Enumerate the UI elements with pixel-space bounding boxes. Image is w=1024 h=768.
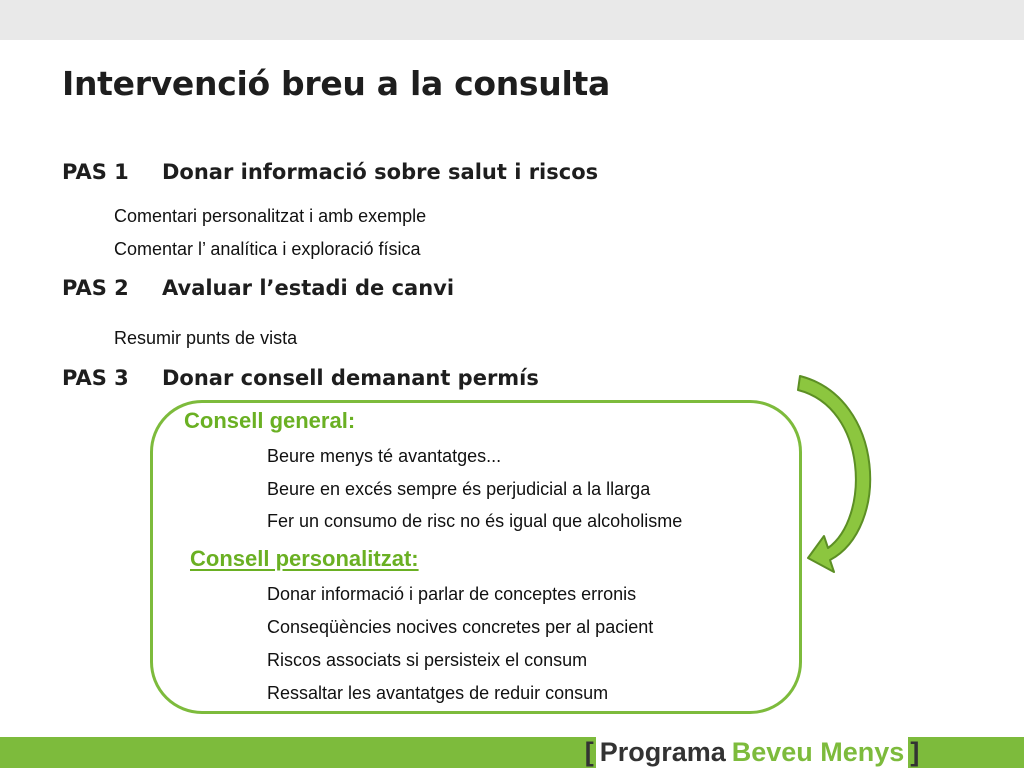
consell-general-heading: Consell general:: [184, 408, 356, 433]
step-2-item-1: Resumir punts de vista: [114, 328, 298, 348]
consell-personalitzat-item-4: Ressaltar les avantatges de reduir consum: [267, 683, 609, 703]
step-2: [62, 276, 454, 300]
step-3-label: Donar consell demanant permís: [162, 366, 539, 390]
slide-title: Intervenció breu a la consulta: [62, 64, 610, 103]
consell-personalitzat-heading: Consell personalitzat:: [190, 546, 419, 571]
consell-personalitzat-item-3: Riscos associats si persisteix el consum: [267, 650, 588, 670]
top-band: [0, 0, 1024, 40]
step-1: [62, 160, 598, 184]
consell-general-item-1: Beure menys té avantatges...: [267, 446, 502, 466]
step-2-label: Avaluar l’estadi de canvi: [162, 276, 455, 300]
step-2-number: PAS 2: [62, 276, 129, 300]
step-1-item-2: Comentar l’ analítica i exploració física: [114, 239, 421, 259]
consell-personalitzat-item-2: Conseqüències nocives concretes per al pacient: [267, 617, 654, 637]
step-1-item-1: Comentari personalitzat i amb exemple: [114, 206, 427, 226]
footer-bracket-open: [: [584, 737, 594, 767]
step-3: [62, 366, 539, 390]
footer-brand: [584, 737, 920, 768]
step-3-number: PAS 3: [62, 366, 129, 390]
consell-general-item-3: Fer un consumo de risc no és igual que alcoholisme: [267, 511, 683, 531]
step-1-number: PAS 1: [62, 160, 129, 184]
footer-brand-part2: Beveu Menys: [731, 737, 905, 767]
consell-general-item-2: Beure en excés sempre és perjudicial a la llarga: [267, 479, 651, 499]
curved-arrow-icon: [790, 368, 890, 588]
footer-brand-part1: Programa: [599, 737, 726, 767]
step-1-label: Donar informació sobre salut i riscos: [162, 160, 599, 184]
footer-bracket-close: ]: [910, 737, 920, 767]
consell-personalitzat-item-1: Donar informació i parlar de conceptes erronis: [267, 584, 637, 604]
